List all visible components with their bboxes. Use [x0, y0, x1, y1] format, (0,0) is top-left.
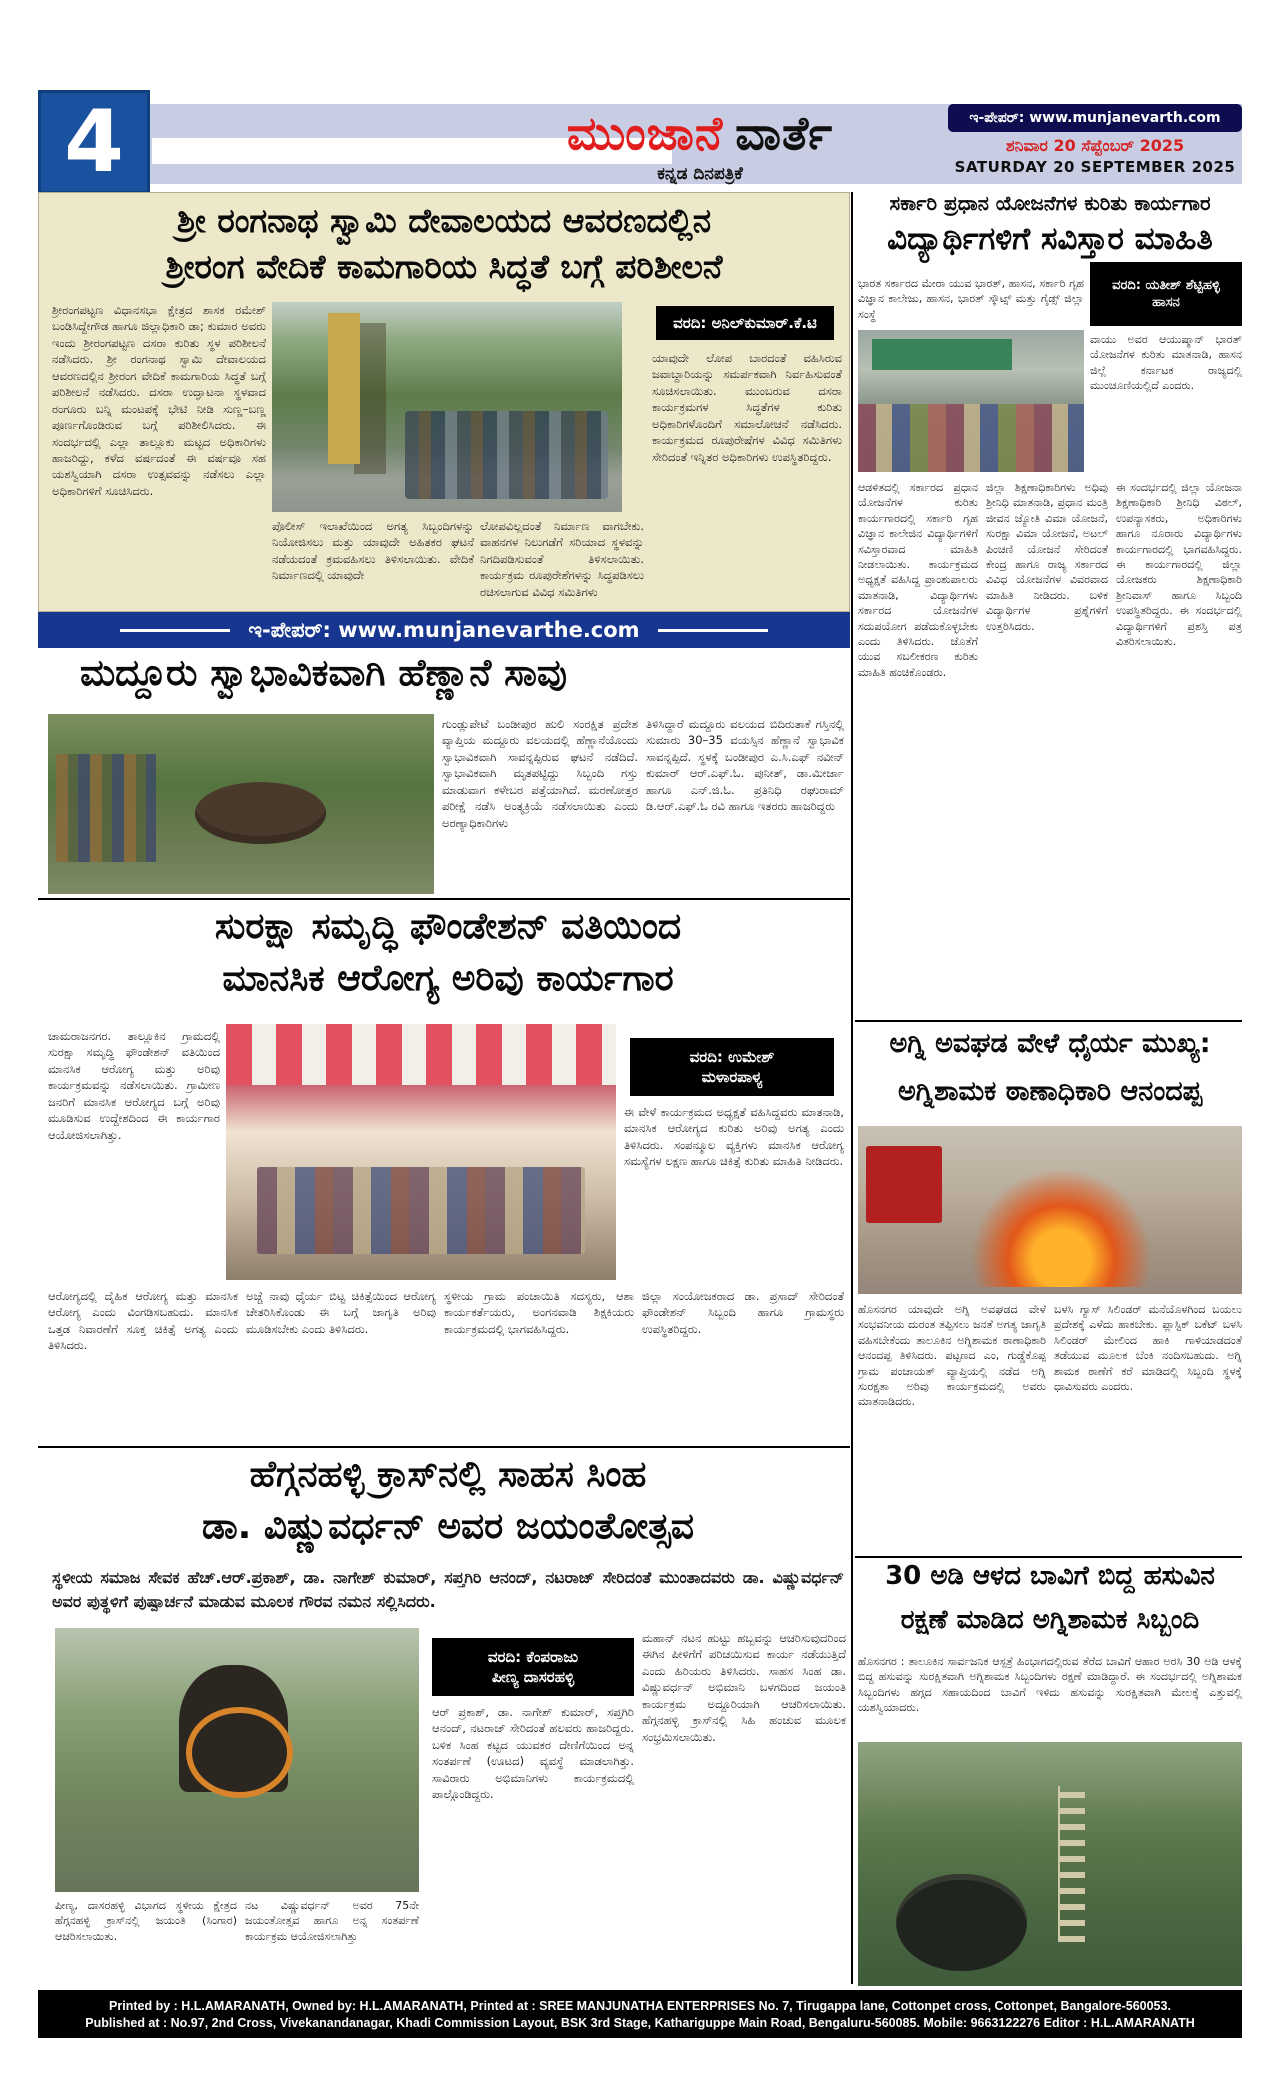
article-cow-headline-2: ರಕ್ಷಣೆ ಮಾಡಿದ ಅಗ್ನಿಶಾಮಕ ಸಿಬ್ಬಂದಿ: [900, 1606, 1200, 1635]
page-number: 4: [64, 92, 124, 192]
byline-text: ವರದಿ: ಅನಿಲ್‌ಕುಮಾರ್.ಕೆ.ಟಿ: [673, 314, 817, 332]
article-foundation-bottom-col-4: ಜಿಲ್ಲಾ ಸಂಯೋಜಕರಾದ ಡಾ. ಪ್ರಸಾದ್ ಸೇರಿದಂತೆ ಫೌಂಡೇಶನ್ ಸಿಬ್ಬಂದಿ ಹಾಗೂ ಗ್ರಾಮಸ್ಥರು ಉಪಸ್ಥಿತರಿದ್ದರು.: [642, 1289, 844, 1336]
section-divider: [38, 898, 850, 900]
article-temple-col-1: ಶ್ರೀರಂಗಪಟ್ಟಣ ವಿಧಾನಸಭಾ ಕ್ಷೇತ್ರದ ಶಾಸಕ ರಮೇಶ್ ಬಂಡಿಸಿದ್ದೇಗೌಡ ಹಾಗೂ ಜಿಲ್ಲಾಧಿಕಾರಿ ಡಾ; ಕುಮಾರ ಅವರು ಇಂದು ಶ್ರೀರಂಗಪಟ್ಟಣ ದಸರಾ ಕುರಿತು ಸ್ಥಳ ಪರಿಶೀಲನೆ ನಡೆಸಿದರು. ಶ್ರೀ ರಂಗನಾಥ ಸ್ವಾಮಿ ದೇವಾಲಯದ ಆವರಣದಲ್ಲಿನ ಶ್ರೀರಂಗ ವೇದಿಕೆ ಕಾಮಗಾರಿಯ ಸಿದ್ಧತೆ ಬಗ್ಗೆ ಪರಿಶೀಲನೆ ನಡೆಸಿದರು. ದಸರಾ ಉದ್ಘಾಟನಾ ಸ್ಥಳವಾದ ರಂಗೂರು ಬನ್ನಿ ಮಂಟಪಕ್ಕೆ ಭೇಟಿ ನೀಡಿ ಸುಣ್ಣ–ಬಣ್ಣ ಪೂರ್ಣಗೊಂಡಿರುವ ಬಗ್ಗೆ ಪರಿಶೀಲಿಸಿದರು. ಈ ಸಂದರ್ಭದಲ್ಲಿ ಎಲ್ಲಾ ತಾಲ್ಲೂಕು ಮಟ್ಟದ ಅಧಿಕಾರಿಗಳು ಹಾಜರಿದ್ದು, ಕಳೆದ ವರ್ಷದಂತೆ ಈ ವರ್ಷವೂ ಸಹ ಯಶಸ್ವಿಯಾಗಿ ದಸರಾ ಉತ್ಸವವನ್ನು ನಡೆಸಲು ಎಲ್ಲಾ ಅಧಿಕಾರಿಗಳಿಗೆ ಸೂಚಿಸಿದರು.: [52, 303, 266, 498]
epaper-bar: [38, 612, 850, 648]
page-number-badge: [38, 90, 150, 194]
byline-line-1: ವರದಿ: ಕೆಂಪರಾಜು: [487, 1648, 579, 1666]
article-students-kicker: ಸರ್ಕಾರಿ ಪ್ರಧಾನ ಯೋಜನೆಗಳ ಕುರಿತು ಕಾರ್ಯಗಾರ: [889, 192, 1211, 215]
section-divider: [38, 1446, 850, 1448]
article-students-headline: ವಿದ್ಯಾರ್ಥಿಗಳಿಗೆ ಸವಿಸ್ತಾರ ಮಾಹಿತಿ: [887, 222, 1213, 257]
article-fire-col-1: ಹೊಸನಗರ ಯಾವುದೇ ಅಗ್ನಿ ಅವಘಡದ ವೇಳೆ ಸಂಭವನೀಯ ದುರಂತ ತಪ್ಪಿಸಲು ಜನತೆ ಅಗತ್ಯ ಜಾಗೃತಿ ವಹಿಸಬೇಕೆಂದು ತಾಲೂಕಿನ ಅಗ್ನಿಶಾಮಕ ಠಾಣಾಧಿಕಾರಿ ಆನಂದಪ್ಪ ತಿಳಿಸಿದರು. ಪಟ್ಟಣದ ಎಂ, ಗುಡ್ಡೆಕೊಪ್ಪ ಗ್ರಾಮ ಪಂಚಾಯತ್ ವ್ಯಾಪ್ತಿಯಲ್ಲಿ ನಡೆದ ಅಗ್ನಿ ಸುರಕ್ಷತಾ ಅರಿವು ಕಾರ್ಯಕ್ರಮದಲ್ಲಿ ಅವರು ಮಾತನಾಡಿದರು.: [858, 1303, 1046, 1409]
article-vishnu-subhead: ಸ್ಥಳೀಯ ಸಮಾಜ ಸೇವಕ ಹೆಚ್.ಆರ್.ಪ್ರಕಾಶ್, ಡಾ. ನಾಗೇಶ್ ಕುಮಾರ್, ಸಪ್ತಗಿರಿ ಆನಂದ್, ನಟರಾಜ್ ಸೇರಿದಂತೆ ಮುಂತಾದವರು ಡಾ. ವಿಷ್ಣುವರ್ಧನ್ ಅವರ ಪುತ್ಥಳಿಗೆ ಪುಷ್ಪಾರ್ಚನೆ ಮಾಡುವ ಮೂಲಕ ಗೌರವ ನಮನ ಸಲ್ಲಿಸಿದರು.: [52, 1568, 844, 1611]
article-students-intro: ಭಾರತ ಸರ್ಕಾರದ ಮೇರಾ ಯುವ ಭಾರತ್, ಹಾಸನ, ಸರ್ಕಾರಿ ಗೃಹ ವಿಜ್ಞಾನ ಕಾಲೇಜು, ಹಾಸನ, ಭಾರತ್ ಸ್ಕೌಟ್ಸ್ ಮತ್ತು ಗೈಡ್ಸ್ ಜಿಲ್ಲಾ ಸಂಸ್ಥೆ: [858, 277, 1084, 321]
article-vishnu-photo-caption: ನಟ ವಿಷ್ಣುವರ್ಧನ್ ಅವರ 75ನೇ ಜಯಂತೋತ್ಸವ ಹಾಗೂ ಅನ್ನ ಸಂತರ್ಪಣೆ ಕಾರ್ಯಕ್ರಮ ಆಯೋಜಿಸಲಾಗಿತ್ತು: [245, 1899, 419, 1943]
article-students-col-2: ಜಿಲ್ಲಾ ಶಿಕ್ಷಣಾಧಿಕಾರಿಗಳು ಅಧಿವು ಶ್ರೀನಿಧಿ ಮಾತನಾಡಿ, ಪ್ರಧಾನ ಮಂತ್ರಿ ಜೀವನ ಜ್ಯೋತಿ ವಿಮಾ ಯೋಜನೆ, ಸುರಕ್ಷಾ ವಿಮಾ ಯೋಜನೆ, ಅಟಲ್ ಪಿಂಚಣಿ ಯೋಜನೆ ಸೇರಿದಂತೆ ಕೇಂದ್ರ ಹಾಗೂ ರಾಜ್ಯ ಸರ್ಕಾರದ ವಿವಿಧ ಯೋಜನೆಗಳ ವಿವರವಾದ ಮಾಹಿತಿ ನೀಡಿದರು. ಬಳಿಕ ವಿದ್ಯಾರ್ಥಿಗಳ ಪ್ರಶ್ನೆಗಳಿಗೆ ಉತ್ತರಿಸಿದರು.: [986, 481, 1108, 633]
byline-line-2: ಮಳಾರಪಾಳ್ಯ: [701, 1068, 763, 1086]
article-students-byline: [1090, 262, 1242, 326]
elephant-carcass-photo: [48, 714, 434, 894]
article-vishnu-col-mid: ಆರ್ ಪ್ರಕಾಶ್, ಡಾ. ನಾಗೇಶ್ ಕುಮಾರ್, ಸಪ್ತಗಿರಿ ಆನಂದ್, ನಟರಾಜ್ ಸೇರಿದಂತೆ ಹಲವರು ಹಾಜರಿದ್ದರು. ಬಳಿಕ ಸಿಂಹ ಕಟ್ಟದ ಯುವಕರ ದೇಣಿಗೆಯಿಂದ ಅನ್ನ ಸಂತರ್ಪಣೆ (ಊಟದ) ವ್ಯವಸ್ಥೆ ಮಾಡಲಾಗಿತ್ತು. ಸಾವಿರಾರು ಅಭಿಮಾನಿಗಳು ಕಾರ್ಯಕ್ರಮದಲ್ಲಿ ಪಾಲ್ಗೊಂಡಿದ್ದರು.: [432, 1705, 634, 1802]
byline-line-2: ಹಾಸನ: [1152, 295, 1180, 310]
students-workshop-photo: [858, 330, 1084, 472]
footer-line-1: Printed by : H.L.AMARANATH, Owned by: H.L.AMARANATH, Printed at : SREE MANJUNATHA ENTERPRISES No. 7, Tirugappa lane, Cottonpet cross, Cottonpet, Bangalore-560053.: [109, 1998, 1171, 2013]
article-vishnu-left-note: ಪೀಣ್ಯ, ದಾಸರಹಳ್ಳಿ ವಿಭಾಗದ ಸ್ಥಳೀಯ ಕ್ಷೇತ್ರದ ಹೆಗ್ಗನಹಳ್ಳಿ ಕ್ರಾಸ್‌ನಲ್ಲಿ ಜಯಂತಿ (ಸಿಂಗಾರ) ಆಚರಿಸಲಾಯಿತು.: [55, 1899, 237, 1943]
article-cow-body: ಹೊಸನಗರ : ತಾಲೂಕಿನ ಸಾರ್ವಜನಿಕ ಆಸ್ಪತ್ರೆ ಹಿಂಭಾಗದಲ್ಲಿರುವ ತೆರೆದ ಬಾವಿಗೆ ಆಹಾರ ಅರಸಿ 30 ಅಡಿ ಆಳಕ್ಕೆ ಬಿದ್ದ ಹಸುವನ್ನು ಸುರಕ್ಷಿತವಾಗಿ ಅಗ್ನಿಶಾಮಕ ಸಿಬ್ಬಂದಿಗಳು ರಕ್ಷಣೆ ಮಾಡಿದ್ದಾರೆ. ಈ ಸಂದರ್ಭದಲ್ಲಿ ಅಗ್ನಿಶಾಮಕ ಸಿಬ್ಬಂದಿಗಳು ಹಗ್ಗದ ಸಹಾಯದಿಂದ ಬಾವಿಗೆ ಇಳಿದು ಹಸುವನ್ನು ಸುರಕ್ಷಿತವಾಗಿ ಮೇಲಕ್ಕೆ ಎತ್ತುವಲ್ಲಿ ಯಶಸ್ವಿಯಾದರು.: [858, 1655, 1242, 1715]
article-foundation-bottom-col-2: ಅಚ್ಚೆ ನಾವು ಧೈರ್ಯ ಬಿಟ್ಟ ಚಿಕಿತ್ಸೆಯಿಂದ ಆರೋಗ್ಯ ಚೇತರಿಸಿಕೊಂಡು ಈ ಬಗ್ಗೆ ಜಾಗೃತಿ ಅರಿವು ಮೂಡಿಸಬೇಕು ಎಂದು ತಿಳಿಸಿದರು.: [246, 1289, 436, 1336]
article-foundation-bottom-col-1: ಆರೋಗ್ಯದಲ್ಲಿ ದೈಹಿಕ ಆರೋಗ್ಯ ಮತ್ತು ಮಾನಸಿಕ ಆರೋಗ್ಯ ಎಂದು ವಿಂಗಡಿಸಬಹುದು. ಮಾನಸಿಕ ಒತ್ತಡ ನಿವಾರಣೆಗೆ ಸೂಕ್ತ ಚಿಕಿತ್ಸೆ ಅಗತ್ಯ ಎಂದು ತಿಳಿಸಿದರು.: [48, 1289, 238, 1353]
article-students-col-3: ಈ ಸಂದರ್ಭದಲ್ಲಿ ಜಿಲ್ಲಾ ಯೋಜನಾ ಶಿಕ್ಷಣಾಧಿಕಾರಿ ಶ್ರೀನಿಧಿ ವಿಠಲ್, ಉಪನ್ಯಾಸಕರು, ಅಧಿಕಾರಿಗಳು ಹಾಗೂ ನೂರಾರು ವಿದ್ಯಾರ್ಥಿಗಳು ಕಾರ್ಯಗಾರದಲ್ಲಿ ಭಾಗವಹಿಸಿದ್ದರು. ಈ ಕಾರ್ಯಗಾರದಲ್ಲಿ ಜಿಲ್ಲಾ ಯೋಜಕರು ಶಿಕ್ಷಣಾಧಿಕಾರಿ ಶ್ರೀನಿವಾಸ್ ಹಾಗೂ ಸಿಬ್ಬಂದಿ ಉಪಸ್ಥಿತರಿದ್ದರು. ಈ ಸಂದರ್ಭದಲ್ಲಿ ವಿದ್ಯಾರ್ಥಿಗಳಿಗೆ ಪ್ರಶಸ್ತಿ ಪತ್ರ ವಿತರಿಸಲಾಯಿತು.: [1116, 481, 1242, 648]
article-foundation-headline-1: ಸುರಕ್ಷಾ ಸಮೃದ್ಧಿ ಫೌಂಡೇಶನ್ ವತಿಯಿಂದ: [214, 906, 682, 947]
article-vishnu-col-right: ಮಹಾನ್ ನಟನ ಹುಟ್ಟು ಹಬ್ಬವನ್ನು ಆಚರಿಸುವುದರಿಂದ ಈಗಿನ ಪೀಳಿಗೆಗೆ ಪರಿಚಯಿಸುವ ಕಾರ್ಯ ನಡೆಯುತ್ತಿದೆ ಎಂದು ಹಿರಿಯರು ತಿಳಿಸಿದರು. ಸಾಹಸ ಸಿಂಹ ಡಾ. ವಿಷ್ಣುವರ್ಧನ್ ಅಭಿಮಾನಿ ಬಳಗದಿಂದ ಜಯಂತಿ ಕಾರ್ಯಕ್ರಮ ಅದ್ದೂರಿಯಾಗಿ ಆಚರಿಸಲಾಯಿತು. ಹೆಗ್ಗನಹಳ್ಳಿ ಕ್ರಾಸ್‌ನಲ್ಲಿ ಸಿಹಿ ಹಂಚುವ ಮೂಲಕ ಸಂಭ್ರಮಿಸಲಾಯಿತು.: [642, 1631, 846, 1744]
masthead-word-1: ಮುಂಜಾನೆ: [566, 106, 724, 160]
article-foundation-headline-2: ಮಾನಸಿಕ ಆರೋಗ್ಯ ಅರಿವು ಕಾರ್ಯಗಾರ: [222, 958, 674, 999]
article-cow-headline-1: 30 ಅಡಿ ಆಳದ ಬಾವಿಗೆ ಬಿದ್ದ ಹಸುವಿನ: [885, 1562, 1215, 1591]
date-kannada: ಶನಿವಾರ 20 ಸೆಪ್ಟೆಂಬರ್ 2025: [1005, 136, 1185, 155]
article-temple-byline: [656, 306, 834, 340]
article-elephant-headline: ಮದ್ದೂರು ಸ್ವಾಭಾವಿಕವಾಗಿ ಹೆಣ್ಣಾನೆ ಸಾವು: [80, 652, 568, 694]
article-fire-headline-2: ಅಗ್ನಿಶಾಮಕ ಠಾಣಾಧಿಕಾರಿ ಆನಂದಪ್ಪ: [897, 1076, 1203, 1107]
fire-safety-demo-photo: [858, 1126, 1242, 1294]
date-english: SATURDAY 20 SEPTEMBER 2025: [954, 158, 1236, 176]
epaper-url-pill: ಇ-ಪೇಪರ್: www.munjanevarth.com: [948, 104, 1242, 132]
footer-line-2: Published at : No.97, 2nd Cross, Vivekanandanagar, Khadi Commission Layout, BSK 3rd Stage, Kathariguppe Main Road, Bengaluru-560085. Mobile: 9663122276 Editor : H.L.AMARANATH: [85, 2015, 1195, 2030]
article-students-col-1: ಆಡಳಿತದಲ್ಲಿ ಸರ್ಕಾರದ ಪ್ರಧಾನ ಯೋಜನೆಗಳ ಕುರಿತು ಕಾರ್ಯಗಾರದಲ್ಲಿ ಸರ್ಕಾರಿ ಗೃಹ ವಿಜ್ಞಾನ ಕಾಲೇಜಿನ ವಿದ್ಯಾರ್ಥಿಗಳಿಗೆ ಸವಿಸ್ತಾರವಾದ ಮಾಹಿತಿ ನೀಡಲಾಯಿತು. ಕಾರ್ಯಕ್ರಮದ ಅಧ್ಯಕ್ಷತೆ ವಹಿಸಿದ್ದ ಪ್ರಾಂಶುಪಾಲರು ಮಾತನಾಡಿ, ವಿದ್ಯಾರ್ಥಿಗಳು ಸರ್ಕಾರದ ಯೋಜನೆಗಳ ಸದುಪಯೋಗ ಪಡೆದುಕೊಳ್ಳಬೇಕು ಎಂದು ತಿಳಿಸಿದರು. ಜೊತೆಗೆ ಯುವ ಸಬಲೀಕರಣ ಕುರಿತು ಮಾಹಿತಿ ಹಂಚಿಕೊಂಡರು.: [858, 481, 978, 679]
article-elephant-col-1: ಗುಂಡ್ಲುಪೇಟೆ ಬಂಡೀಪುರ ಹುಲಿ ಸಂರಕ್ಷಿತ ಪ್ರದೇಶ ವ್ಯಾಪ್ತಿಯ ಮದ್ದೂರು ವಲಯದಲ್ಲಿ ಹೆಣ್ಣಾನೆಯೊಂದು ಸ್ವಾಭಾವಿಕವಾಗಿ ಸಾವನ್ನಪ್ಪಿರುವ ಘಟನೆ ನಡೆದಿದೆ. ಸ್ವಾಭಾವಿಕವಾಗಿ ಮೃತಪಟ್ಟಿದ್ದು ಸಿಬ್ಬಂದಿ ಗಸ್ತು ಮಾಡುವಾಗ ಕಳೇಬರ ಪತ್ತೆಯಾಗಿದೆ. ಮರಣೋತ್ತರ ಪರೀಕ್ಷೆ ನಡೆಸಿ ಅಂತ್ಯಕ್ರಿಯೆ ನಡೆಸಲಾಯಿತು ಎಂದು ಅರಣ್ಯಾಧಿಕಾರಿಗಳು: [442, 717, 638, 830]
article-temple-col-4: ಯಾವುದೇ ಲೋಪ ಬಾರದಂತೆ ವಹಿಸಿರುವ ಜವಾಬ್ದಾರಿಯನ್ನು ಸಮರ್ಪಕವಾಗಿ ನಿರ್ವಹಿಸುವಂತೆ ಸೂಚಿಸಲಾಯಿತು. ಮುಂಬರುವ ದಸರಾ ಕಾರ್ಯಕ್ರಮಗಳ ಸಿದ್ಧತೆಗಳ ಕುರಿತು ಅಧಿಕಾರಿಗಳೊಂದಿಗೆ ಸಮಾಲೋಚನೆ ನಡೆಸಿದರು. ಕಾರ್ಯಕ್ರಮದ ರೂಪುರೇಷೆಗಳ ವಿವಿಧ ಸಮಿತಿಗಳು ಸೇರಿದಂತೆ ಇನ್ನಿತರ ಅಧಿಕಾರಿಗಳು ಉಪಸ್ಥಿತರಿದ್ದರು.: [652, 351, 842, 464]
article-temple-col-3: ಲೋಪವಿಲ್ಲದಂತೆ ನಿರ್ಮಾಣ ವಾಗಬೇಕು. ವಾಹನಗಳ ನಿಲುಗಡೆಗೆ ಸರಿಯಾದ ಸ್ಥಳವನ್ನು ನಿಗದಿಪಡಿಸುವಂತೆ ತಿಳಿಸಲಾಯಿತು. ಕಾರ್ಯಕ್ರಮ ರೂಪುರೇಶೆಗಳನ್ನು ಸಿದ್ಧಪಡಿಸಲು ರಚಿಸಲಾಗುವ ವಿವಿಧ ಸಮಿತಿಗಳು: [480, 519, 644, 599]
article-temple-headline-1: ಶ್ರೀ ರಂಗನಾಥ ಸ್ವಾಮಿ ದೇವಾಲಯದ ಆವರಣದಲ್ಲಿನ: [176, 202, 712, 240]
masthead-word-2: ವಾರ್ತೆ: [735, 106, 834, 160]
article-fire-headline-1: ಅಗ್ನಿ ಅವಘಡ ವೇಳೆ ಧೈರ್ಯ ಮುಖ್ಯ:: [889, 1028, 1211, 1059]
article-foundation-col-right: ಈ ವೇಳೆ ಕಾರ್ಯಕ್ರಮದ ಅಧ್ಯಕ್ಷತೆ ವಹಿಸಿದ್ದವರು ಮಾತನಾಡಿ, ಮಾನಸಿಕ ಆರೋಗ್ಯದ ಕುರಿತು ಅರಿವು ಅಗತ್ಯ ಎಂದು ತಿಳಿಸಿದರು. ಸಂಪನ್ಮೂಲ ವ್ಯಕ್ತಿಗಳು ಮಾನಸಿಕ ಆರೋಗ್ಯ ಸಮಸ್ಯೆಗಳ ಲಕ್ಷಣ ಹಾಗೂ ಚಿಕಿತ್ಸೆ ಕುರಿತು ಮಾಹಿತಿ ನೀಡಿದರು.: [624, 1105, 844, 1169]
section-divider: [855, 1020, 1242, 1022]
byline-line-1: ವರದಿ: ಯತೀಶ್ ಶೆಟ್ಟಿಹಳ್ಳಿ: [1112, 278, 1220, 293]
article-elephant-col-2: ತಿಳಿಸಿದ್ದಾರೆ ಮದ್ದೂರು ವಲಯದ ಬಿದಿರುತಾಕೆ ಗಸ್ತಿನಲ್ಲಿ ಸುಮಾರು 30–35 ವಯಸ್ಸಿನ ಹೆಣ್ಣಾನೆ ಸ್ವಾಭಾವಿಕ ಸಾವನ್ನಪ್ಪಿದೆ. ಸ್ಥಳಕ್ಕೆ ಬಂಡೀಪುರ ಎ.ಸಿ.ಎಫ್ ನವೀನ್ ಕುಮಾರ್ ಆರ್.ಎಫ್.ಓ. ಪುನೀತ್, ಡಾ.ಮೀರ್ಜಾ ಹಾಗೂ ಎನ್.ಜಿ.ಓ. ಪ್ರತಿನಿಧಿ ರಘುರಾಮ್ ಡಿ.ಆರ್.ಎಫ್.ಓ ರವಿ ಹಾಗೂ ಇತರರು ಹಾಜರಿದ್ದರು: [646, 717, 844, 814]
article-foundation-byline: [630, 1038, 834, 1096]
article-temple-col-2: ಪೊಲೀಸ್ ಇಲಾಖೆಯಿಂದ ಅಗತ್ಯ ಸಿಬ್ಬಂದಿಗಳನ್ನು ನಿಯೋಜಿಸಲು ಮತ್ತು ಯಾವುದೇ ಅಹಿತಕರ ಘಟನೆ ನಡೆಯದಂತೆ ಕ್ರಮವಹಿಸಲು ತಿಳಿಸಲಾಯಿತು. ವೇದಿಕೆ ನಿರ್ಮಾಣದಲ್ಲಿ ಯಾವುದೇ: [272, 519, 474, 583]
workshop-stage-photo: [226, 1024, 616, 1280]
byline-line-2: ಪೀಣ್ಯ ದಾಸರಹಳ್ಳಿ: [491, 1668, 575, 1686]
footer-imprint: [38, 1990, 1242, 2038]
article-vishnu-headline-1: ಹೆಗ್ಗನಹಳ್ಳಿ ಕ್ರಾಸ್‌ನಲ್ಲಿ ಸಾಹಸ ಸಿಂಹ: [249, 1454, 647, 1495]
article-temple-headline-2: ಶ್ರೀರಂಗ ವೇದಿಕೆ ಕಾಮಗಾರಿಯ ಸಿದ್ಧತೆ ಬಗ್ಗೆ ಪರಿಶೀಲನೆ: [165, 248, 723, 286]
temple-inspection-photo: [272, 302, 622, 512]
vishnuvardhan-statue-photo: [55, 1628, 419, 1892]
article-foundation-col-1: ಚಾಮರಾಜನಗರ. ತಾಲ್ಲೂಕಿನ ಗ್ರಾಮದಲ್ಲಿ ಸುರಕ್ಷಾ ಸಮೃದ್ಧಿ ಫೌಂಡೇಶನ್ ವತಿಯಿಂದ ಮಾನಸಿಕ ಆರೋಗ್ಯ ಮತ್ತು ಅರಿವು ಕಾರ್ಯಕ್ರಮವನ್ನು ನಡೆಸಲಾಯಿತು. ಗ್ರಾಮೀಣ ಜನರಿಗೆ ಮಾನಸಿಕ ಆರೋಗ್ಯದ ಬಗ್ಗೆ ಅರಿವು ಮೂಡಿಸುವ ಉದ್ದೇಶದಿಂದ ಈ ಕಾರ್ಯಗಾರ ಆಯೋಜಿಸಲಾಗಿತ್ತು.: [48, 1029, 220, 1142]
masthead-tagline: ಕನ್ನಡ ದಿನಪತ್ರಿಕೆ: [657, 164, 743, 184]
epaper-bar-text: ಇ-ಪೇಪರ್: www.munjanevarthe.com: [248, 617, 640, 642]
article-fire-col-2: ಬಳಸಿ ಗ್ಯಾಸ್ ಸಿಲಿಂಡರ್ ಮನೆಯೊಳಗಿಂದ ಬಯಲು ಪ್ರದೇಶಕ್ಕೆ ಎಳೆದು ಹಾಕಬೇಕು. ಪ್ಲಾಸ್ಟಿಕ್ ಬಕೆಟ್ ಬಳಸಿ ಸಿಲಿಂಡರ್ ಮೇಲಿಂದ ಹಾಕಿ ಗಾಳಿಯಾಡದಂತೆ ತಡೆಯುವ ಮೂಲಕ ಬೆಂಕಿ ನಂದಿಸಬಹುದು. ಅಗ್ನಿ ಶಾಮಕ ಠಾಣೆಗೆ ಕರೆ ಮಾಡಿದಲ್ಲಿ ಸಿಬ್ಬಂದಿ ಸ್ಥಳಕ್ಕೆ ಧಾವಿಸುವರು ಎಂದರು.: [1054, 1303, 1242, 1393]
article-vishnu-byline: [432, 1638, 634, 1696]
masthead-title: [470, 106, 930, 164]
byline-line-1: ವರದಿ: ಉಮೇಶ್: [689, 1048, 775, 1066]
article-foundation-bottom-col-3: ಸ್ಥಳೀಯ ಗ್ರಾಮ ಪಂಚಾಯಿತಿ ಸದಸ್ಯರು, ಆಶಾ ಕಾರ್ಯಕರ್ತೆಯರು, ಅಂಗನವಾಡಿ ಶಿಕ್ಷಕಿಯರು ಕಾರ್ಯಕ್ರಮದಲ್ಲಿ ಭಾಗವಹಿಸಿದ್ದರು.: [444, 1289, 634, 1336]
section-divider: [855, 1556, 1242, 1558]
article-vishnu-headline-2: ಡಾ. ವಿಷ್ಣುವರ್ಧನ್ ಅವರ ಜಯಂತೋತ್ಸವ: [202, 1506, 694, 1547]
article-students-side-col: ವಾಯು ಅವರ ಆಯುಷ್ಮಾನ್ ಭಾರತ್ ಯೋಜನೆಗಳ ಕುರಿತು ಮಾತನಾಡಿ, ಹಾಸನ ಜಿಲ್ಲೆ ಕರ್ನಾಟಕ ರಾಜ್ಯದಲ್ಲಿ ಮುಂಚೂಣಿಯಲ್ಲಿದೆ ಎಂದರು.: [1090, 333, 1242, 393]
cow-rescue-well-photo: [858, 1742, 1242, 1986]
column-divider: [851, 192, 853, 1984]
